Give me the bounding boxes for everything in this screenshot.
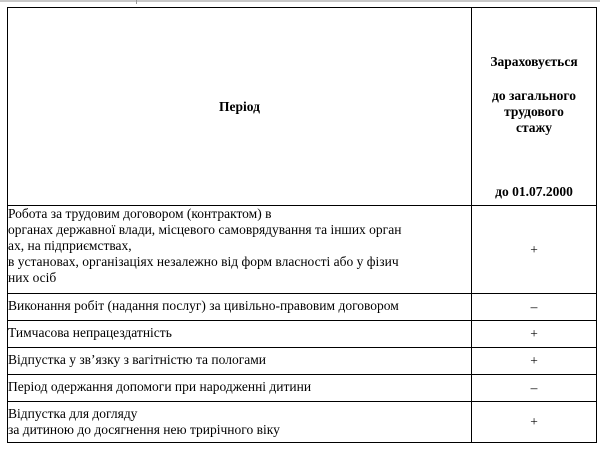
period-text-line: Відпустка у зв’язку з вагітністю та пологами [8,352,266,367]
table-row [8,294,597,321]
table-row [8,348,597,375]
period-text-line: Відпустка для догляду [8,406,138,421]
table-header-row [8,8,597,206]
credit-mark: + [472,402,597,443]
table-row [8,402,597,443]
period-text-line: за дитиною до досягнення нею трирічного віку [8,422,280,437]
credit-header-line: трудового [504,104,564,119]
credit-header-line: стажу [515,120,553,135]
page-top-border [0,0,600,2]
credit-column-header [472,8,597,206]
ruler-tick [136,0,137,4]
credit-mark: + [472,206,597,294]
period-cell [8,321,472,348]
credit-mark: + [472,348,597,375]
period-text-line: них осіб [8,270,57,285]
work-experience-table [7,7,597,443]
credit-header-subtitle [472,88,596,136]
period-text-line: Виконання робіт (надання послуг) за цивільно-правовим договором [8,298,399,313]
period-text-line: в установах, організаціях незалежно від форм власності або у фізич [8,254,399,269]
table-row [8,375,597,402]
credit-header-title: Зараховується [490,54,578,69]
credit-mark: + [472,321,597,348]
period-text-line: Робота за трудовим договором (контрактом) в [8,206,272,221]
period-column-header: Період [8,8,472,206]
credit-header-line: до загального [492,88,576,103]
credit-header-date: до 01.07.2000 [495,184,573,199]
period-cell [8,402,472,443]
table-row [8,206,597,294]
period-text-line: ах, на підприємствах, [8,238,132,253]
period-text-line: Період одержання допомоги при народженні дитини [8,379,312,394]
period-text-line: Тимчасова непрацездатність [8,325,172,340]
period-cell [8,294,472,321]
credit-mark: – [472,294,597,321]
credit-mark: – [472,375,597,402]
period-cell [8,375,472,402]
table-row [8,321,597,348]
period-cell [8,348,472,375]
period-text-line: органах державної влади, місцевого самоврядування та інших орган [8,222,402,237]
period-cell [8,206,472,294]
